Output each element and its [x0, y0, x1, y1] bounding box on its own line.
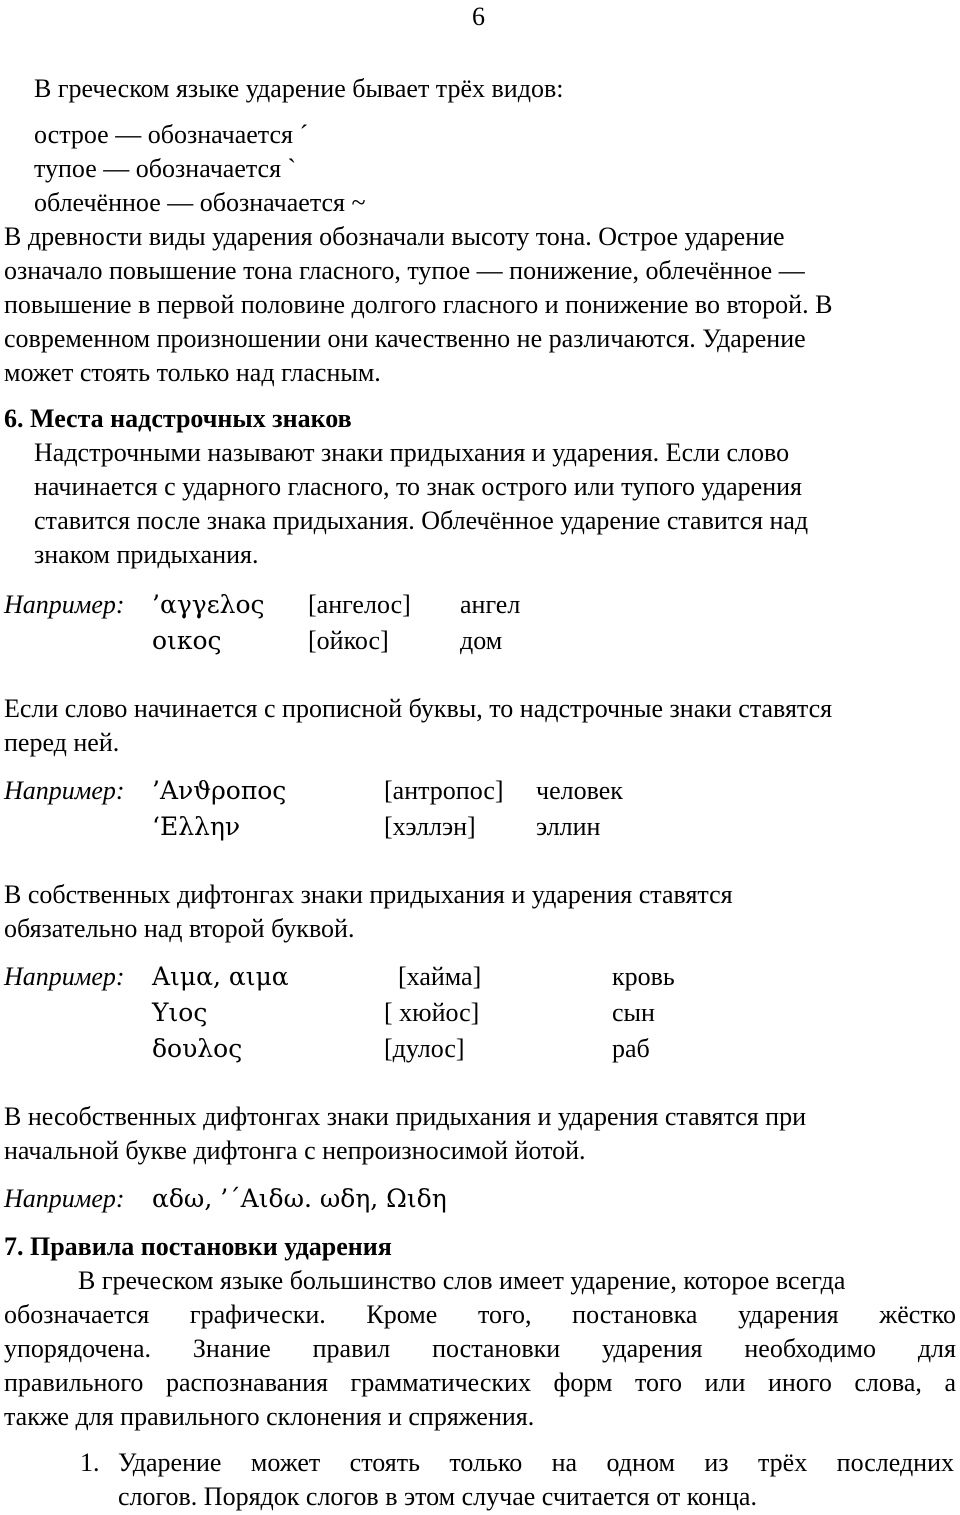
rule-line: слогов. Порядок слогов в этом случае считается от конца. [118, 1482, 757, 1511]
example-label: Например: [4, 1184, 125, 1213]
transliteration: [ойкос] [308, 626, 389, 655]
translation: ангел [460, 590, 521, 619]
capital-line: Если слово начинается с прописной буквы, то надстрочные знаки ставятся [4, 694, 833, 723]
section-6-heading: 6. Места надстрочных знаков [4, 404, 352, 433]
section-7-line: упорядочена. Знание правил постановки ударения необходимо для [4, 1334, 956, 1363]
translation: человек [536, 776, 623, 805]
greek-word: ’Ανϑρoπος [152, 776, 287, 805]
greek-word: ‘Ελλην [152, 812, 241, 841]
rule-number: 1. [80, 1448, 100, 1477]
section-7-heading: 7. Правила постановки ударения [4, 1232, 392, 1261]
section-6-line: ставится после знака придыхания. Облечённое ударение ставится над [34, 506, 809, 535]
translation: сын [612, 998, 655, 1027]
transliteration: [хайма] [398, 962, 482, 991]
transliteration: [дулос] [384, 1034, 465, 1063]
section-7-line: В греческом языке большинство слов имеет ударение, которое всегда [78, 1266, 846, 1295]
grave-sign: ` [287, 154, 297, 183]
intro-line: В греческом языке ударение бывает трёх видов: [34, 74, 564, 103]
proper-diphthong-line: обязательно над второй буквой. [4, 914, 355, 943]
transliteration: [ хюйос] [384, 998, 480, 1027]
section-7-line: правильного распознавания грамматических форм того или иного слова, а [4, 1368, 956, 1397]
transliteration: [ангелос] [308, 590, 411, 619]
example-label: Например: [4, 590, 125, 619]
acute-sign: ´ [299, 120, 309, 149]
page-number: 6 [472, 2, 485, 31]
greek-words: αδω, ’΄Αιδω. ωδη, Ωιδη [152, 1184, 447, 1213]
greek-word: οικος [152, 626, 222, 655]
history-line: современном произношении они качественно не различаются. Ударение [4, 324, 806, 353]
history-line: повышение в первой половине долгого гласного и понижение во второй. В [4, 290, 833, 319]
improper-diphthong-line: В несобственных дифтонгах знаки придыхания и ударения ставятся при [4, 1102, 807, 1131]
section-7-line: обозначается графически. Кроме того, постановка ударения жёстко [4, 1300, 956, 1329]
rule-line: Ударение может стоять только на одном из трёх последних [118, 1448, 954, 1477]
proper-diphthong-line: В собственных дифтонгах знаки придыхания и ударения ставятся [4, 880, 733, 909]
accent-acute-row: острое — обозначается ´ [34, 120, 309, 149]
greek-word: ’αγγελος [152, 590, 265, 619]
section-6-line: знаком придыхания. [34, 540, 259, 569]
accent-circumflex-row: облечённое — обозначается ~ [34, 188, 366, 217]
greek-word: δουλος [152, 1034, 243, 1063]
section-7-line: также для правильного склонения и спряжения. [4, 1402, 535, 1431]
section-6-line: начинается с ударного гласного, то знак острого или тупого ударения [34, 472, 802, 501]
capital-line: перед ней. [4, 728, 120, 757]
translation: эллин [536, 812, 601, 841]
translation: раб [612, 1034, 650, 1063]
accent-grave-row: тупое — обозначается ` [34, 154, 297, 183]
history-line: может стоять только над гласным. [4, 358, 381, 387]
circumflex-sign: ~ [351, 188, 366, 217]
history-line: В древности виды ударения обозначали высоту тона. Острое ударение [4, 222, 785, 251]
section-6-line: Надстрочными называют знаки придыхания и ударения. Если слово [34, 438, 790, 467]
example-label: Например: [4, 962, 125, 991]
improper-diphthong-line: начальной букве дифтонга с непроизносимой йотой. [4, 1136, 586, 1165]
greek-word: Αιμα, αιμα [152, 962, 289, 991]
translation: дом [460, 626, 503, 655]
translation: кровь [612, 962, 675, 991]
history-line: означало повышение тона гласного, тупое — понижение, облечённое — [4, 256, 805, 285]
transliteration: [хэллэн] [384, 812, 476, 841]
greek-word: Υιος [152, 998, 208, 1027]
example-label: Например: [4, 776, 125, 805]
transliteration: [антропос] [384, 776, 504, 805]
